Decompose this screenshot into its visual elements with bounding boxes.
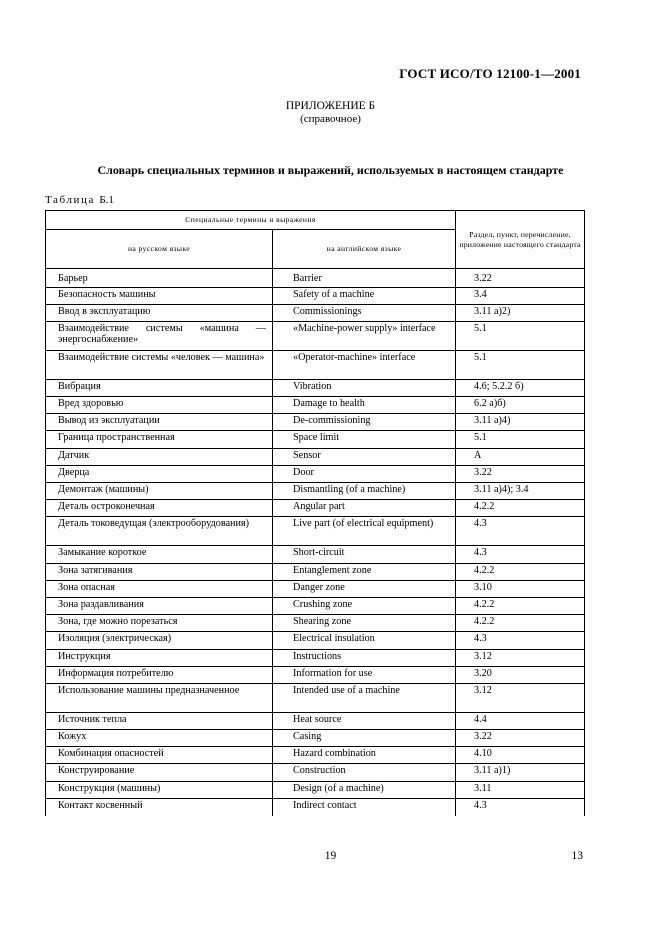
term-russian: Вибрация (46, 379, 273, 396)
term-english: Door (273, 465, 456, 482)
table-row (46, 448, 585, 465)
term-russian: Вывод из эксплуатации (46, 414, 273, 431)
table-label (45, 194, 114, 206)
term-english: Information for use (273, 666, 456, 683)
term-english: Sensor (273, 448, 456, 465)
term-english: Dismantling (of a machine) (273, 483, 456, 500)
term-russian: Барьер (46, 269, 273, 288)
term-english: Safety of a machine (273, 287, 456, 304)
term-russian: Деталь остроконечная (46, 500, 273, 517)
table-row (46, 632, 585, 649)
term-reference: 3.22 (456, 465, 585, 482)
table-row (46, 580, 585, 597)
term-english: Indirect contact (273, 798, 456, 815)
term-english: Design (of a machine) (273, 781, 456, 798)
term-reference: 3.11 (456, 781, 585, 798)
term-reference: 4.3 (456, 517, 585, 546)
table-row (46, 597, 585, 614)
term-russian: Зона раздавливания (46, 597, 273, 614)
table-row (46, 304, 585, 321)
annex-heading (0, 100, 661, 126)
term-russian: Инструкция (46, 649, 273, 666)
term-russian: Зона затягивания (46, 563, 273, 580)
table-label-word: Таблица (45, 194, 95, 206)
section-title: Словарь специальных терминов и выражений, используемых в настоящем стандарте (97, 163, 564, 177)
table-row (46, 414, 585, 431)
table-row (46, 747, 585, 764)
term-reference: 3.10 (456, 580, 585, 597)
term-russian: Зона, где можно порезаться (46, 615, 273, 632)
table-row (46, 517, 585, 546)
term-russian: Комбинация опасностей (46, 747, 273, 764)
table-row (46, 350, 585, 379)
term-russian: Информация потребителю (46, 666, 273, 683)
term-english: Intended use of a machine (273, 683, 456, 712)
table-row (46, 483, 585, 500)
table-row (46, 798, 585, 815)
header-english: на английском языке (273, 230, 456, 269)
term-english: Heat source (273, 712, 456, 729)
term-english: Vibration (273, 379, 456, 396)
table-row (46, 287, 585, 304)
term-russian: Кожух (46, 730, 273, 747)
term-reference: 3.11 а)4) (456, 414, 585, 431)
header-russian: на русском языке (46, 230, 273, 269)
term-reference: 3.12 (456, 683, 585, 712)
table-row (46, 649, 585, 666)
table-row (46, 431, 585, 448)
term-reference: 3.20 (456, 666, 585, 683)
term-english: «Operator-machine» interface (273, 350, 456, 379)
table-row (46, 500, 585, 517)
term-english: Shearing zone (273, 615, 456, 632)
page-number: 19 (324, 850, 337, 862)
term-reference: 4.6; 5.2.2 б) (456, 379, 585, 396)
term-russian: Вред здоровью (46, 397, 273, 414)
term-english: Entanglement zone (273, 563, 456, 580)
table-row (46, 666, 585, 683)
document-code: ГОСТ ИСО/ТО 12100-1—2001 (399, 66, 581, 81)
term-reference: 3.11 а)2) (456, 304, 585, 321)
table-row (46, 764, 585, 781)
term-russian: Замыкание короткое (46, 546, 273, 563)
term-reference: 4.4 (456, 712, 585, 729)
term-english: Electrical insulation (273, 632, 456, 649)
term-english: Crushing zone (273, 597, 456, 614)
table-row (46, 781, 585, 798)
terms-table-wrapper (45, 210, 584, 816)
header-reference: Раздел, пункт, перечисление, приложение настоящего стандарта (456, 211, 585, 269)
term-reference: 3.22 (456, 730, 585, 747)
term-reference: 3.11 а)4); 3.4 (456, 483, 585, 500)
term-russian: Взаимодействие системы «машина — энергоснабжение» (46, 321, 273, 350)
term-reference: 3.11 а)1) (456, 764, 585, 781)
term-reference: 5.1 (456, 350, 585, 379)
term-english: Live part (of electrical equipment) (273, 517, 456, 546)
term-english: Space limit (273, 431, 456, 448)
term-reference: 4.3 (456, 632, 585, 649)
table-row (46, 563, 585, 580)
term-russian: Источник тепла (46, 712, 273, 729)
term-russian: Зона опасная (46, 580, 273, 597)
term-english: Danger zone (273, 580, 456, 597)
term-english: Commissionings (273, 304, 456, 321)
term-english: Short-circuit (273, 546, 456, 563)
sheet-number: 13 (571, 850, 583, 862)
term-reference: А (456, 448, 585, 465)
term-english: Barrier (273, 269, 456, 288)
term-english: «Machine-power supply» interface (273, 321, 456, 350)
term-reference: 4.2.2 (456, 615, 585, 632)
term-reference: 4.2.2 (456, 597, 585, 614)
term-reference: 4.10 (456, 747, 585, 764)
term-reference: 4.3 (456, 798, 585, 815)
term-russian: Датчик (46, 448, 273, 465)
term-russian: Ввод в эксплуатацию (46, 304, 273, 321)
table-label-number: Б.1 (99, 194, 114, 206)
table-row (46, 730, 585, 747)
term-reference: 4.3 (456, 546, 585, 563)
term-russian: Деталь токоведущая (электрооборудования) (46, 517, 273, 546)
term-russian: Конструирование (46, 764, 273, 781)
term-reference: 4.2.2 (456, 563, 585, 580)
term-english: Hazard combination (273, 747, 456, 764)
term-english: De-commissioning (273, 414, 456, 431)
term-english: Damage to health (273, 397, 456, 414)
term-reference: 5.1 (456, 321, 585, 350)
term-russian: Контакт косвенный (46, 798, 273, 815)
term-reference: 3.12 (456, 649, 585, 666)
term-russian: Конструкция (машины) (46, 781, 273, 798)
terms-table (45, 210, 585, 816)
annex-title: ПРИЛОЖЕНИЕ Б (285, 100, 376, 112)
term-russian: Граница пространственная (46, 431, 273, 448)
term-reference: 4.2.2 (456, 500, 585, 517)
term-russian: Использование машины предназначенное (46, 683, 273, 712)
table-row (46, 321, 585, 350)
term-english: Casing (273, 730, 456, 747)
term-english: Angular part (273, 500, 456, 517)
table-row (46, 397, 585, 414)
table-body (46, 269, 585, 816)
term-russian: Изоляция (электрическая) (46, 632, 273, 649)
header-terms-group: Специальные термины и выражения (46, 211, 456, 230)
term-russian: Дверца (46, 465, 273, 482)
table-row (46, 683, 585, 712)
annex-subtitle: (справочное) (300, 113, 361, 125)
term-russian: Демонтаж (машины) (46, 483, 273, 500)
term-reference: 5.1 (456, 431, 585, 448)
table-row (46, 615, 585, 632)
term-reference: 6.2 а)б) (456, 397, 585, 414)
term-russian: Взаимодействие системы «человек — машина» (46, 350, 273, 379)
table-row (46, 379, 585, 396)
term-english: Construction (273, 764, 456, 781)
term-reference: 3.22 (456, 269, 585, 288)
term-russian: Безопасность машины (46, 287, 273, 304)
table-row (46, 465, 585, 482)
term-english: Instructions (273, 649, 456, 666)
table-row (46, 712, 585, 729)
term-reference: 3.4 (456, 287, 585, 304)
table-row (46, 546, 585, 563)
table-row (46, 269, 585, 288)
